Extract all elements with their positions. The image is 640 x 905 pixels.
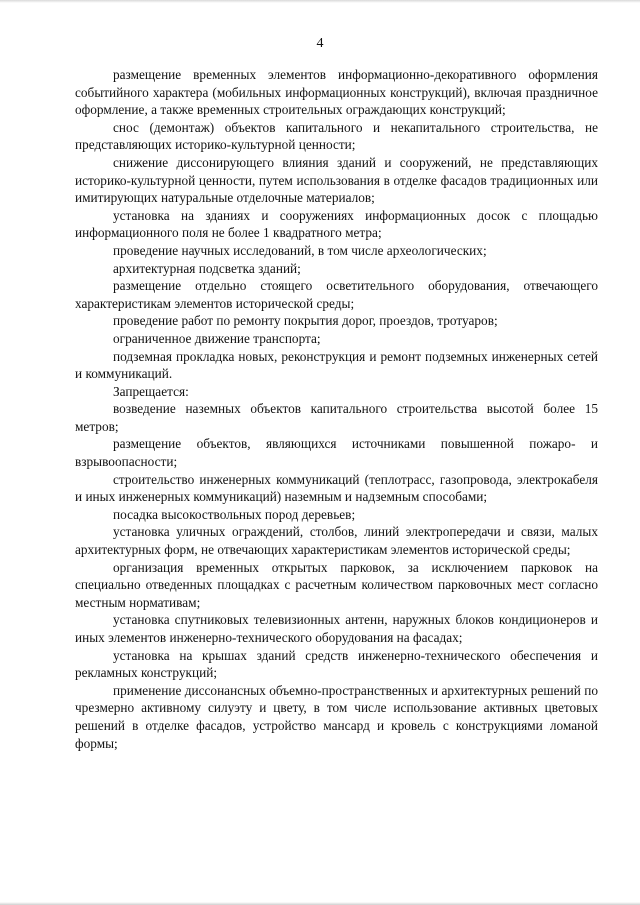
paragraph-dissonant-solutions: применение диссонансных объемно-пространственных и архитектурных решений по чрезмерно активному силуэту и цвету, в том числе использование активных цветовых решений в отделке фасадов, устройство мансард и кровель с конструкциями ломаной формы; — [75, 682, 598, 751]
paragraph-antennas: установка спутниковых телевизионных антенн, наружных блоков кондиционеров и иных элементов инженерно-технического оборудования на фасадах; — [75, 612, 598, 645]
paragraph-engineering-communications: строительство инженерных коммуникаций (теплотрасс, газопровода, электрокабеля и иных инженерных коммуникаций) наземным и надземным способами; — [75, 471, 598, 505]
paragraph-information-boards: установка на зданиях и сооружениях информационных досок с площадью информационного поля не более 1 квадратного метра; — [75, 207, 598, 241]
paragraph-height-limit: возведение наземных объектов капитального строительства высотой более 15 метров; — [75, 401, 598, 434]
paragraph-lighting-equipment: размещение отдельно стоящего осветительного оборудования, отвечающего характеристикам элементов исторической среды; — [75, 278, 598, 311]
paragraph-road-repair: проведение работ по ремонту покрытия дорог, проездов, тротуаров; — [113, 313, 498, 329]
paragraph-street-fences: установка уличных ограждений, столбов, линий электропередачи и связи, малых архитектурных форм, не отвечающих характеристикам элементов исторической среды; — [75, 524, 598, 558]
paragraph-underground-networks: подземная прокладка новых, реконструкция и ремонт подземных инженерных сетей и коммуникаций. — [75, 348, 598, 382]
paragraph-lighting: архитектурная подсветка зданий; — [113, 260, 301, 276]
paragraph-temporary-decor: размещение временных элементов информационно-декоративного оформления событийного характера (мобильных информационных конструкций), включая праздничное оформление, а также временных строительных ограждающих конструкций; — [75, 67, 598, 118]
paragraph-limited-traffic: ограниченное движение транспорта; — [113, 330, 321, 346]
paragraph-temporary-parking: организация временных открытых парковок, за исключением парковок на специально отведенных площадках с расчетным количеством парковочных мест согласно местным нормативам; — [75, 559, 598, 610]
paragraph-research: проведение научных исследований, в том числе археологических; — [113, 242, 487, 258]
document-body — [75, 66, 598, 752]
paragraph-tall-trees: посадка высокоствольных пород деревьев; — [113, 506, 356, 522]
paragraph-roof-equipment: установка на крышах зданий средств инженерно-технического обеспечения и рекламных конструкций; — [75, 647, 598, 681]
paragraph-dissonance-reduction: снижение диссонирующего влияния зданий и сооружений, не представляющих историко-культурной ценности, путем использования в отделке фасадов традиционных или имитирующих натуральные отделочные материалов; — [75, 154, 598, 206]
paragraph-fire-hazard: размещение объектов, являющихся источниками повышенной пожаро- и взрывоопасности; — [75, 436, 598, 470]
scan-top-edge — [0, 0, 640, 3]
paragraph-demolition: снос (демонтаж) объектов капитального и некапитального строительства, не представляющих историко-культурной ценности; — [75, 119, 598, 153]
paragraph-prohibited-heading: Запрещается: — [113, 383, 189, 399]
page-number: 4 — [316, 36, 324, 51]
